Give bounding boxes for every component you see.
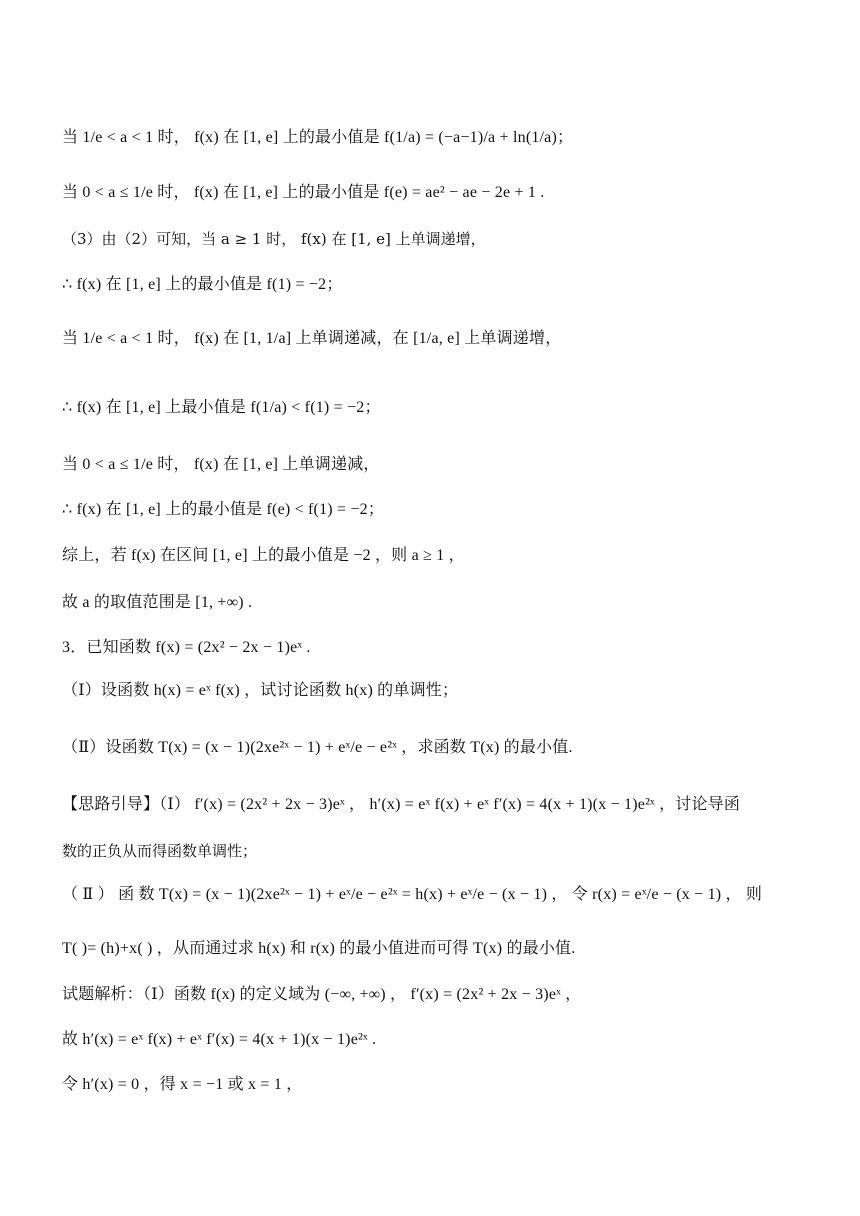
part-2-question: （Ⅱ）设函数 T(x) = (x − 1)(2xe²ˣ − 1) + eˣ/e − e²ˣ ，求函数 T(x) 的最小值. <box>62 739 573 756</box>
text-line-1: 当 1/e < a < 1 时， f(x) 在 [1, e] 上的最小值是 f(1/a) = (−a−1)/a + ln(1/a)； <box>62 129 574 146</box>
text-line-8: ∴ f(x) 在 [1, e] 上的最小值是 f(e) < f(1) = −2； <box>62 501 385 518</box>
solution-line-3: 令 h′(x) = 0 ，得 x = −1 或 x = 1 ， <box>62 1076 303 1093</box>
text-line-5: 当 1/e < a < 1 时， f(x) 在 [1, 1/a] 上单调递减，在 [1/a, e] 上单调递增， <box>62 330 562 347</box>
text-line-10: 故 a 的取值范围是 [1, +∞) . <box>62 594 253 611</box>
solution-line-2: 故 h′(x) = eˣ f(x) + eˣ f′(x) = 4(x + 1)(x − 1)e²ˣ . <box>62 1031 377 1048</box>
text-line-2: 当 0 < a ≤ 1/e 时， f(x) 在 [1, e] 上的最小值是 f(e) = ae² − ae − 2e + 1 . <box>62 184 545 201</box>
text-line-9: 综上，若 f(x) 在区间 [1, e] 上的最小值是 −2 ，则 a ≥ 1 ， <box>62 547 465 564</box>
hint-line-1: 【思路引导】（Ⅰ） f′(x) = (2x² + 2x − 3)eˣ ， h′(x) = eˣ f(x) + eˣ f′(x) = 4(x + 1)(x − 1)e²ˣ ，讨论导函 <box>62 796 741 813</box>
text-line-7: 当 0 < a ≤ 1/e 时， f(x) 在 [1, e] 上单调递减， <box>62 456 380 473</box>
hint-line-4: T( )= (h)+x( ) ，从而通过求 h(x) 和 r(x) 的最小值进而可得 T(x) 的最小值. <box>62 940 576 957</box>
part-1-question: （Ⅰ）设函数 h(x) = eˣ f(x) ，试讨论函数 h(x) 的单调性； <box>62 682 459 699</box>
text-line-6: ∴ f(x) 在 [1, e] 上最小值是 f(1/a) < f(1) = −2； <box>62 399 381 416</box>
text-line-3: （3）由（2）可知，当 a ≥ 1 时， f(x) 在 [1, e] 上单调递增， <box>62 230 486 248</box>
hint-line-3: （ Ⅱ ） 函 数 T(x) = (x − 1)(2xe²ˣ − 1) + eˣ/e − e²ˣ = h(x) + eˣ/e − (x − 1) ， 令 r(x) = eˣ/e − (x − 1) ， 则 <box>62 886 763 903</box>
question-3: 3．已知函数 f(x) = (2x² − 2x − 1)eˣ . <box>62 639 311 656</box>
text-line-4: ∴ f(x) 在 [1, e] 上的最小值是 f(1) = −2； <box>62 276 343 293</box>
hint-line-2: 数的正负从而得函数单调性； <box>62 842 258 860</box>
solution-line-1: 试题解析：（Ⅰ）函数 f(x) 的定义域为 (−∞, +∞) ， f′(x) = (2x² + 2x − 3)eˣ ， <box>62 986 582 1003</box>
